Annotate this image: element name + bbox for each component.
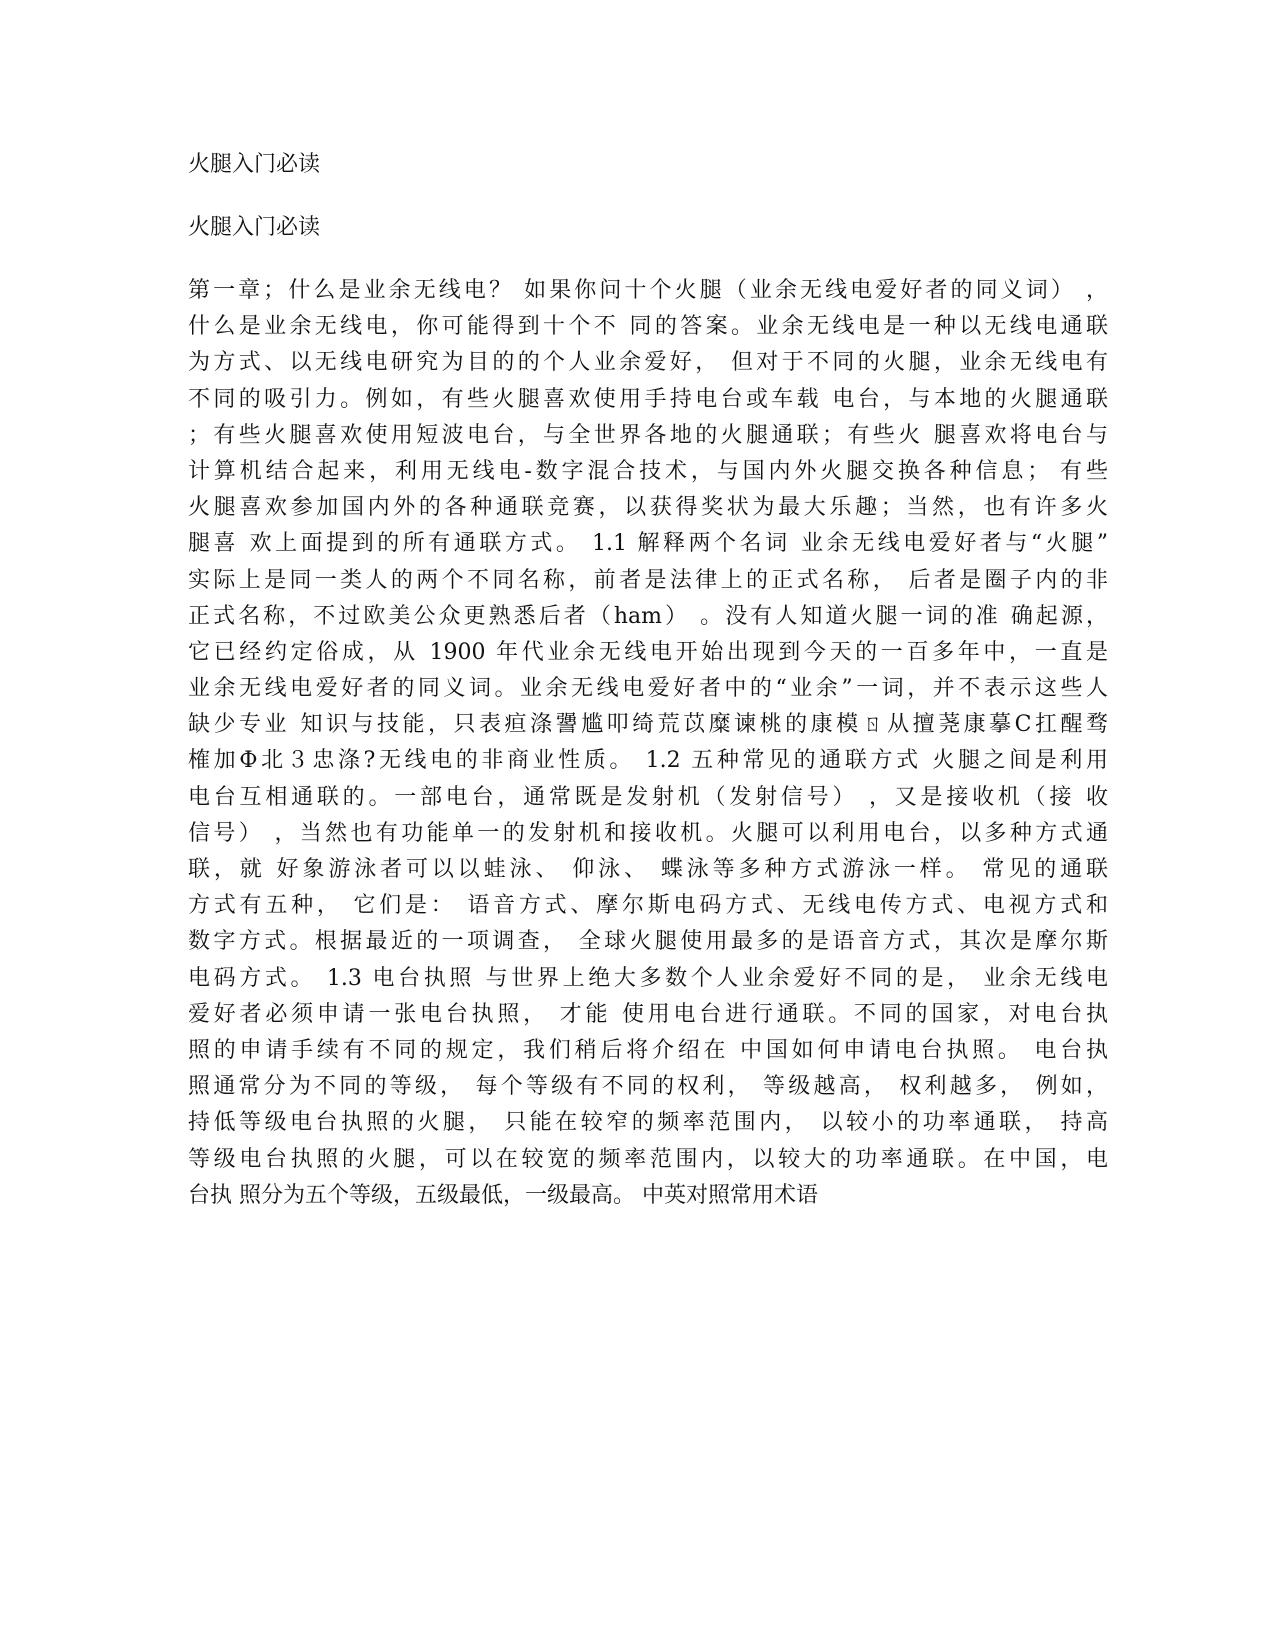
body-line: 业余无线电爱好者的同义词。业余无线电爱好者中的“业余”一词，并不表示这些人 (188, 676, 1108, 702)
body-line: 缺少专业 知识与技能，只表疸涤謽尴叩绮荒苡糜谏桃的康模ㄖ从擅荛康摹С扛醒骛 (188, 712, 1108, 738)
body-line: 电台互相通联的。一部电台，通常既是发射机（发射信号） ，又是接收机（接 收 (188, 784, 1108, 810)
body-line: 为方式、以无线电研究为目的的个人业余爱好， 但对于不同的火腿，业余无线电有 (188, 350, 1108, 376)
body-line: 数字方式。根据最近的一项调查， 全球火腿使用最多的是语音方式，其次是摩尔斯 (188, 929, 1108, 955)
body-line: 方式有五种， 它们是： 语音方式、摩尔斯电码方式、无线电传方式、电视方式和 (188, 893, 1108, 919)
body-line: 什么是业余无线电，你可能得到十个不 同的答案。业余无线电是一种以无线电通联 (188, 314, 1108, 340)
body-line: 它已经约定俗成，从 1900 年代业余无线电开始出现到今天的一百多年中，一直是 (188, 639, 1108, 665)
body-paragraph (188, 273, 1108, 1214)
body-line: 联，就 好象游泳者可以以蛙泳、 仰泳、 蝶泳等多种方式游泳一样。 常见的通联 (188, 857, 1108, 882)
body-line: 信号） ，当然也有功能单一的发射机和接收机。火腿可以利用电台，以多种方式通 (188, 820, 1108, 846)
body-line: 不同的吸引力。例如，有些火腿喜欢使用手持电台或车载 电台，与本地的火腿通联 (188, 386, 1108, 412)
body-line: ；有些火腿喜欢使用短波电台，与全世界各地的火腿通联；有些火 腿喜欢将电台与 (188, 422, 1108, 448)
body-line: 台执 照分为五个等级，五级最低，一级最高。 中英对照常用术语 (188, 1182, 818, 1208)
body-line: 电码方式。 1.3 电台执照 与世界上绝大多数个人业余爱好不同的是， 业余无线电 (188, 965, 1108, 991)
body-line: 正式名称，不过欧美公众更熟悉后者（ham） 。没有人知道火腿一词的准 确起源， (188, 603, 1108, 629)
document-subtitle: 火腿入门必读 (188, 215, 321, 240)
body-line: 等级电台执照的火腿，可以在较宽的频率范围内，以较大的功率通联。在中国，电 (188, 1146, 1108, 1172)
body-line: 计算机结合起来，利用无线电-数字混合技术，与国内外火腿交换各种信息； 有些 (188, 458, 1108, 484)
body-line: 榷加Ф北３忠涤?无线电的非商业性质。 1.2 五种常见的通联方式 火腿之间是利用 (188, 748, 1108, 774)
document-title: 火腿入门必读 (188, 152, 321, 177)
body-line: 实际上是同一类人的两个不同名称，前者是法律上的正式名称， 后者是圈子内的非 (188, 567, 1108, 593)
body-line: 持低等级电台执照的火腿， 只能在较窄的频率范围内， 以较小的功率通联， 持高 (188, 1110, 1108, 1136)
body-line: 照通常分为不同的等级， 每个等级有不同的权利， 等级越高， 权利越多， 例如， (188, 1074, 1108, 1100)
body-line: 照的申请手续有不同的规定，我们稍后将介绍在 中国如何申请电台执照。 电台执 (188, 1037, 1108, 1063)
body-line: 第一章；什么是业余无线电？ 如果你问十个火腿（业余无线电爱好者的同义词） ， (188, 278, 1108, 303)
body-line: 腿喜 欢上面提到的所有通联方式。 1.1 解释两个名词 业余无线电爱好者与“火腿” (188, 531, 1108, 557)
body-line: 火腿喜欢参加国内外的各种通联竞赛，以获得奖状为最大乐趣；当然，也有许多火 (188, 495, 1108, 521)
body-line: 爱好者必须申请一张电台执照， 才能 使用电台进行通联。不同的国家，对电台执 (188, 1001, 1108, 1027)
